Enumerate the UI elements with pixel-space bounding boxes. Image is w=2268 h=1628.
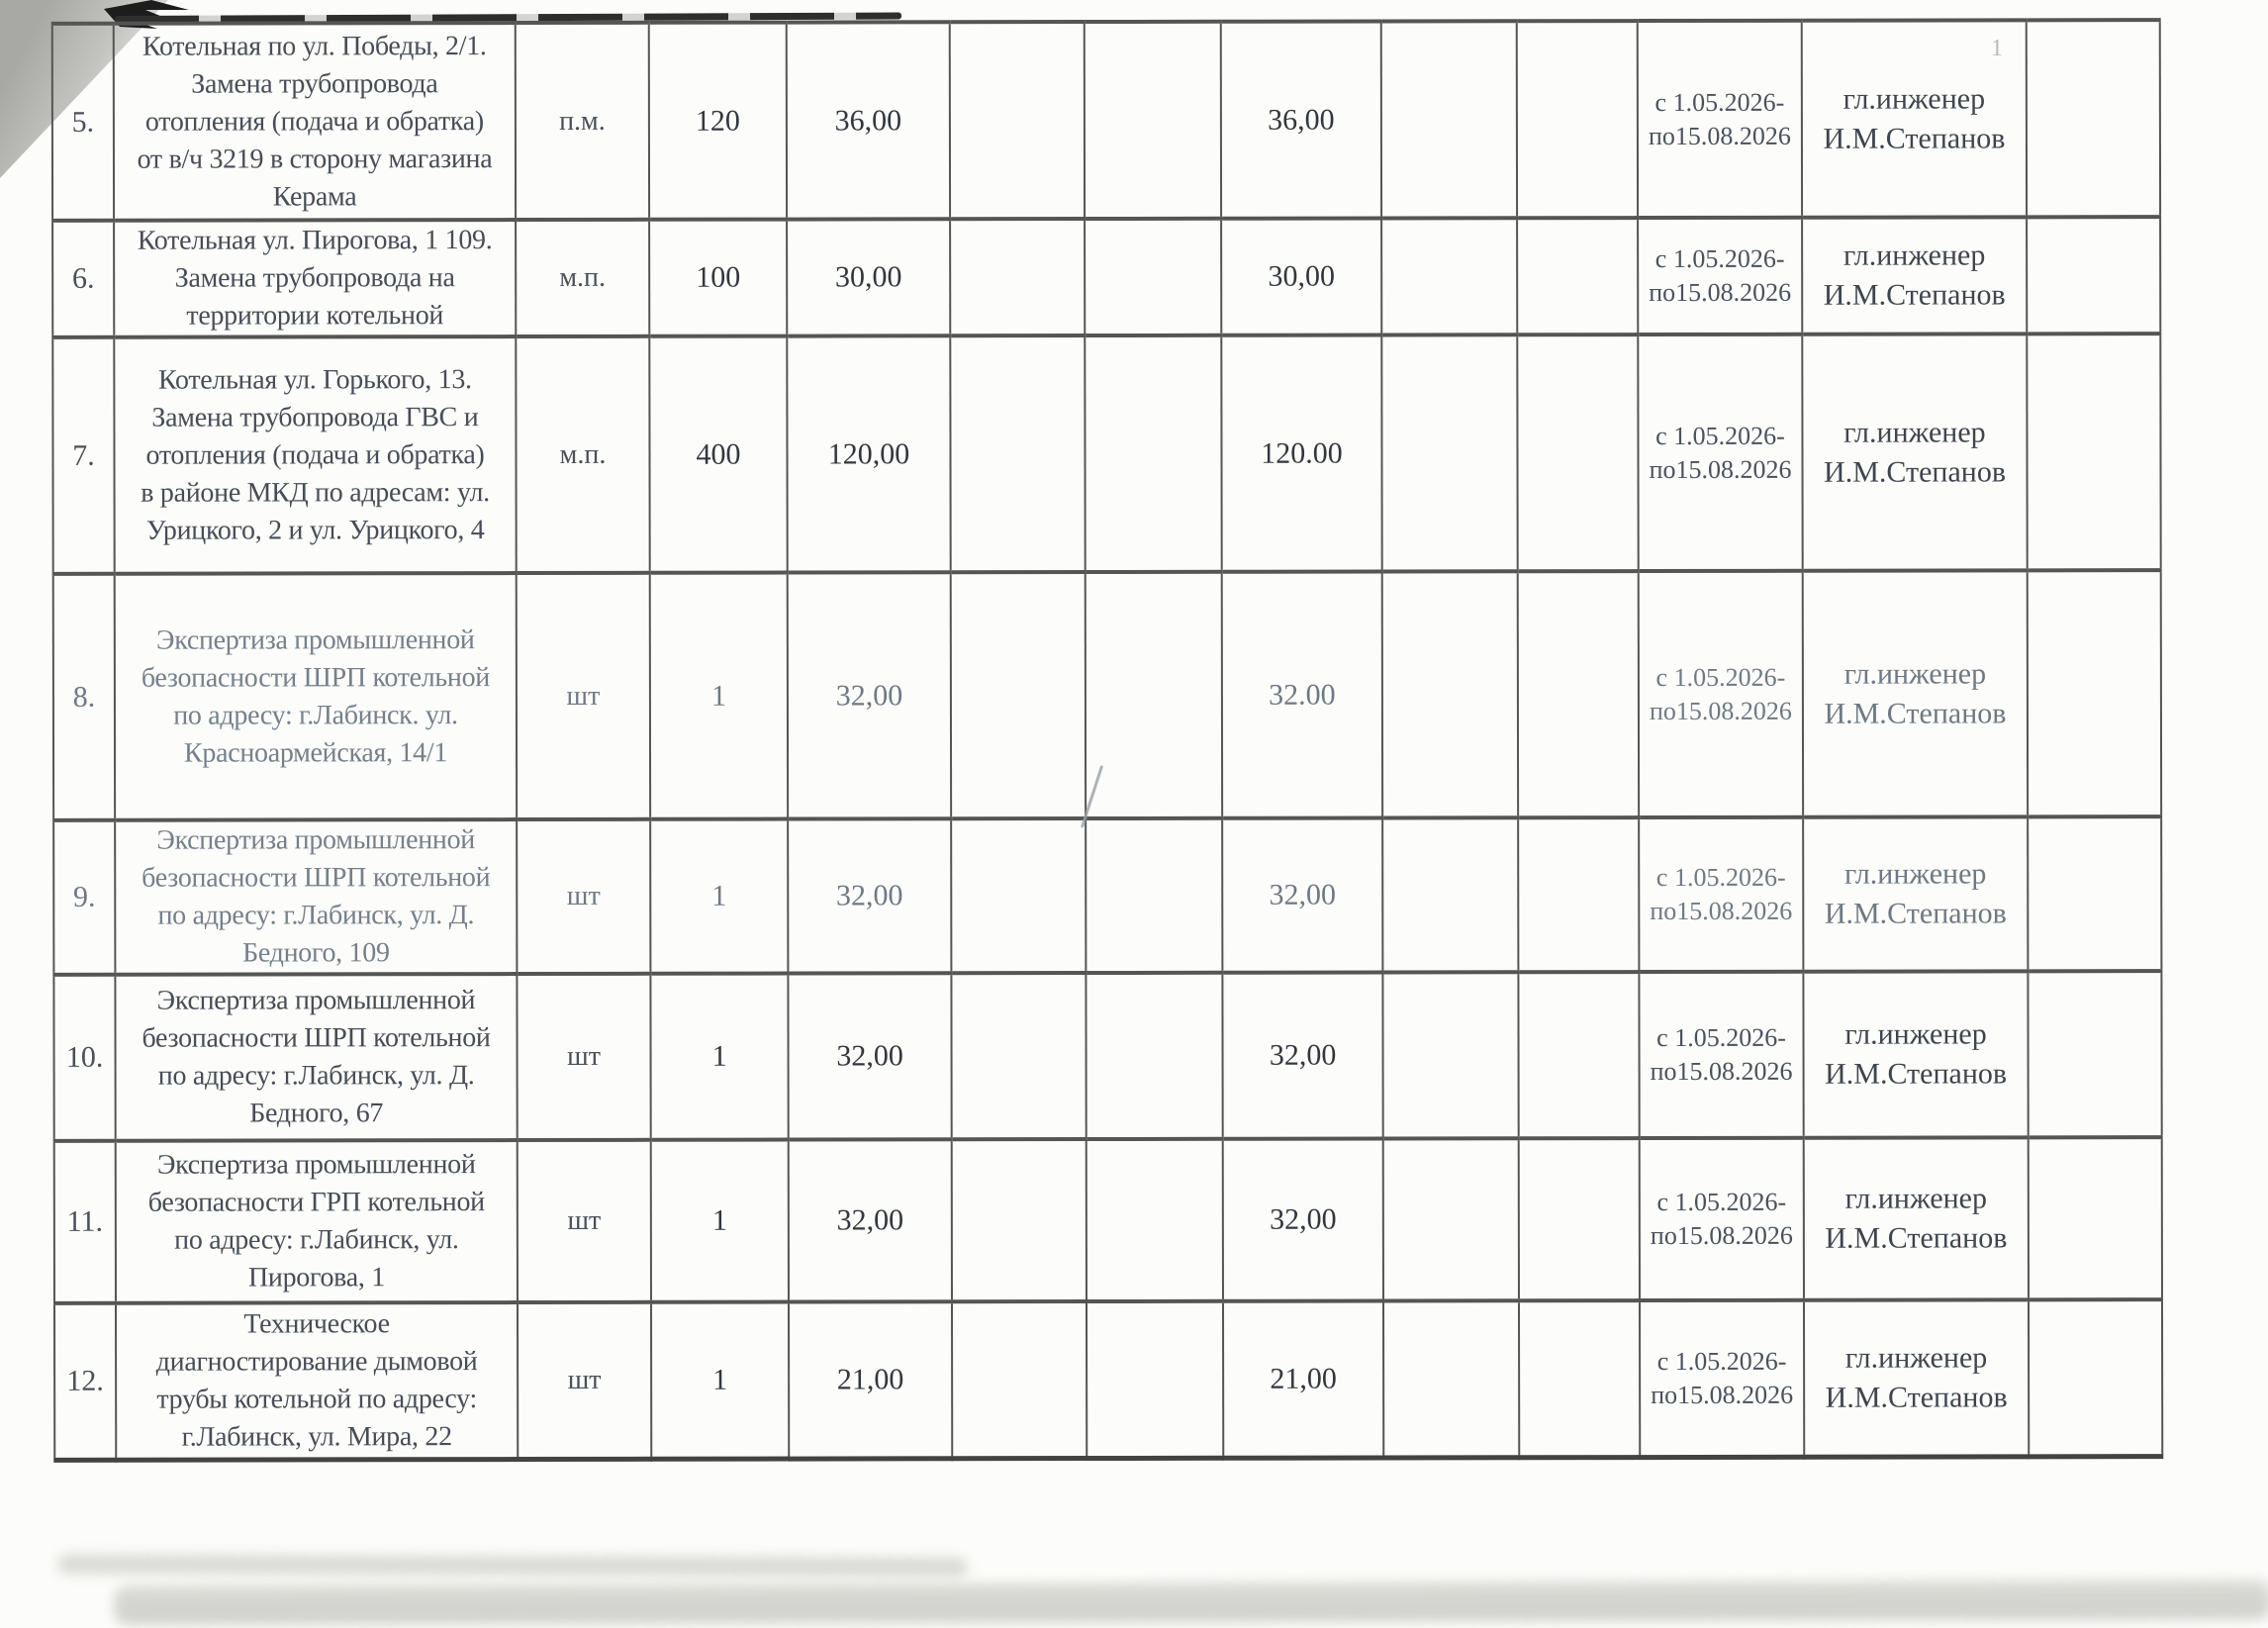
empty-cell <box>1383 1138 1519 1300</box>
empty-cell <box>1518 817 1639 972</box>
unit-cell: шт <box>518 1140 651 1302</box>
period-from: с 1.05.2026- <box>1655 421 1785 450</box>
responsible-cell <box>1803 570 2028 816</box>
responsible-name: И.М.Степанов <box>1824 897 2007 930</box>
quantity-cell: 1 <box>651 1302 789 1459</box>
unit-cell: шт <box>517 573 650 819</box>
actual-cost-cell: 120.00 <box>1221 335 1381 572</box>
unit-cell: м.п. <box>516 336 649 573</box>
table-row <box>54 1299 2162 1460</box>
empty-cell <box>2028 971 2161 1137</box>
planned-cost-cell: 21,00 <box>789 1301 952 1458</box>
period-cell <box>1639 571 1803 817</box>
planned-cost-cell: 30,00 <box>787 219 950 335</box>
period-from: с 1.05.2026- <box>1656 1187 1787 1217</box>
empty-cell <box>950 335 1085 572</box>
period-cell <box>1638 21 1802 218</box>
empty-cell <box>2027 334 2160 570</box>
scan-smudge-band <box>114 1580 2268 1625</box>
table-row <box>53 971 2161 1141</box>
actual-cost-cell: 36,00 <box>1221 22 1381 219</box>
period-to: по15.08.2026 <box>1650 1220 1793 1251</box>
empty-cell <box>1381 218 1517 335</box>
planned-cost-cell: 32,00 <box>788 572 951 818</box>
table-row <box>52 334 2160 574</box>
period-to: по15.08.2026 <box>1650 896 1793 926</box>
period-from: с 1.05.2026- <box>1656 1346 1787 1376</box>
responsible-cell <box>1804 1137 2029 1299</box>
responsible-name: И.М.Степанов <box>1825 1057 2008 1091</box>
responsible-title: гл.инженер <box>1843 81 1986 116</box>
period-to: по15.08.2026 <box>1649 277 1792 308</box>
responsible-cell <box>1802 334 2027 570</box>
period-cell <box>1639 817 1803 972</box>
row-number-cell: 8. <box>53 574 115 820</box>
responsible-title: гл.инженер <box>1843 239 1986 272</box>
row-number-cell: 6. <box>52 221 114 337</box>
period-from: с 1.05.2026- <box>1655 662 1786 692</box>
responsible-cell <box>1803 971 2028 1137</box>
empty-cell <box>1517 335 1638 571</box>
row-number-cell: 12. <box>54 1303 116 1460</box>
empty-cell <box>950 22 1085 219</box>
empty-cell <box>1519 1300 1640 1457</box>
empty-cell <box>1518 972 1639 1138</box>
responsible-title: гл.инженер <box>1844 857 1987 891</box>
description-cell: Экспертиза промышленной безопасности ШРП котельной по адресу: г.Лабинск, ул. Д. Бедного, 109 <box>115 819 517 975</box>
actual-cost-cell: 32,00 <box>1222 973 1382 1139</box>
quantity-cell: 1 <box>650 573 788 819</box>
unit-cell: п.м. <box>516 23 649 220</box>
row-number-cell: 10. <box>53 975 115 1141</box>
period-cell <box>1640 1300 1804 1457</box>
scan-smudge-band <box>57 1554 968 1577</box>
planned-cost-cell: 120,00 <box>787 335 950 572</box>
actual-cost-cell: 32,00 <box>1222 818 1382 973</box>
quantity-cell: 1 <box>651 1140 789 1302</box>
empty-cell <box>1382 817 1518 972</box>
actual-cost-cell: 32.00 <box>1222 572 1382 818</box>
responsible-title: гл.инженер <box>1843 415 1986 449</box>
empty-cell <box>1087 1139 1223 1301</box>
table-row <box>53 816 2161 975</box>
empty-cell <box>950 219 1085 335</box>
actual-cost-cell: 21,00 <box>1223 1301 1383 1458</box>
faint-mark-artifact: 1 <box>1991 36 2003 61</box>
empty-cell <box>1381 335 1517 571</box>
description-cell: Техническое диагностирование дымовой трубы котельной по адресу: г.Лабинск, ул. Мира, 22 <box>116 1302 518 1460</box>
empty-cell <box>1381 21 1517 218</box>
period-to: по15.08.2026 <box>1648 121 1791 150</box>
empty-cell <box>1517 218 1638 335</box>
period-to: по15.08.2026 <box>1650 1056 1793 1087</box>
row-number-cell: 9. <box>53 820 115 975</box>
planned-cost-cell: 32,00 <box>789 1139 952 1301</box>
responsible-cell <box>1804 1299 2029 1456</box>
period-from: с 1.05.2026- <box>1654 87 1785 117</box>
empty-cell <box>1085 219 1221 335</box>
empty-cell <box>951 572 1086 818</box>
period-to: по15.08.2026 <box>1649 454 1792 484</box>
responsible-name: И.М.Степанов <box>1824 696 2007 730</box>
responsible-title: гл.инженер <box>1844 1017 1987 1051</box>
quantity-cell: 1 <box>650 974 788 1140</box>
period-to: по15.08.2026 <box>1651 1380 1794 1409</box>
row-number-cell: 11. <box>54 1141 116 1303</box>
actual-cost-cell: 32,00 <box>1223 1139 1383 1301</box>
description-cell: Экспертиза промышленной безопасности ГРП котельной по адресу: г.Лабинск, ул. Пирогова, 1 <box>116 1140 518 1303</box>
empty-cell <box>2027 217 2160 334</box>
empty-cell <box>1086 818 1222 973</box>
empty-cell <box>1382 972 1518 1138</box>
empty-cell <box>2027 20 2160 217</box>
empty-cell <box>1519 1138 1640 1300</box>
table-row <box>53 570 2161 820</box>
responsible-name: И.М.Степанов <box>1825 1381 2008 1414</box>
empty-cell <box>1086 973 1222 1139</box>
planned-cost-cell: 32,00 <box>788 818 951 973</box>
description-cell: Котельная ул. Горького, 13. Замена трубопровода ГВС и отопления (подача и обратка) в районе МКД по адресам: ул. Урицкого, 2 и ул. Урицкого, 4 <box>114 336 516 574</box>
quantity-cell: 120 <box>649 23 787 220</box>
empty-cell <box>1383 1300 1519 1457</box>
empty-cell <box>1518 571 1639 817</box>
planned-cost-cell: 32,00 <box>788 973 951 1139</box>
row-number-cell: 5. <box>52 24 114 221</box>
table-row <box>52 217 2160 337</box>
empty-cell <box>1087 1301 1223 1458</box>
empty-cell <box>2028 570 2161 816</box>
empty-cell <box>1517 21 1638 218</box>
empty-cell <box>1086 572 1222 818</box>
period-from: с 1.05.2026- <box>1654 243 1785 274</box>
responsible-cell <box>1802 217 2027 334</box>
empty-cell <box>952 1301 1087 1458</box>
empty-cell <box>951 973 1086 1139</box>
description-cell: Котельная ул. Пирогова, 1 109. Замена трубопровода на территории котельной <box>114 220 516 337</box>
responsible-title: гл.инженер <box>1844 1341 1988 1375</box>
period-cell <box>1638 218 1802 335</box>
planned-cost-cell: 36,00 <box>787 22 950 219</box>
responsible-name: И.М.Степанов <box>1823 278 2006 312</box>
description-cell: Экспертиза промышленной безопасности ШРП котельной по адресу: г.Лабинск. ул. Красноармейская, 14/1 <box>115 573 517 820</box>
unit-cell: м.п. <box>516 220 649 336</box>
responsible-title: гл.инженер <box>1843 656 1987 691</box>
empty-cell <box>1085 335 1221 572</box>
row-number-cell: 7. <box>52 337 114 574</box>
period-cell <box>1638 335 1802 571</box>
maintenance-plan-table <box>51 18 2164 1462</box>
quantity-cell: 1 <box>650 819 788 974</box>
unit-cell: шт <box>518 1302 651 1459</box>
empty-cell <box>1382 571 1518 817</box>
responsible-name: И.М.Степанов <box>1823 454 2007 489</box>
responsible-title: гл.инженер <box>1844 1182 1988 1215</box>
empty-cell <box>2029 1137 2162 1299</box>
actual-cost-cell: 30,00 <box>1221 219 1381 335</box>
responsible-name: И.М.Степанов <box>1825 1221 2008 1255</box>
responsible-cell <box>1803 816 2028 971</box>
unit-cell: шт <box>517 819 650 974</box>
description-cell: Экспертиза промышленной безопасности ШРП котельной по адресу: г.Лабинск, ул. Д. Бедного, 67 <box>115 974 517 1141</box>
table-row <box>52 20 2160 221</box>
empty-cell <box>2029 1299 2162 1456</box>
period-cell <box>1640 1138 1804 1300</box>
empty-cell <box>952 1139 1087 1301</box>
empty-cell <box>2028 816 2161 971</box>
responsible-name: И.М.Степанов <box>1823 121 2006 155</box>
empty-cell <box>951 818 1086 973</box>
quantity-cell: 100 <box>649 220 787 336</box>
period-cell <box>1639 972 1803 1138</box>
quantity-cell: 400 <box>649 336 787 573</box>
empty-cell <box>1085 22 1221 219</box>
period-from: с 1.05.2026- <box>1656 1022 1786 1053</box>
description-cell: Котельная по ул. Победы, 2/1. Замена трубопровода отопления (подача и обратка) от в/ч 3219 в сторону магазина Керама <box>114 23 516 221</box>
table-row <box>54 1137 2162 1303</box>
period-from: с 1.05.2026- <box>1655 862 1786 893</box>
period-to: по15.08.2026 <box>1649 696 1792 725</box>
unit-cell: шт <box>517 974 650 1140</box>
